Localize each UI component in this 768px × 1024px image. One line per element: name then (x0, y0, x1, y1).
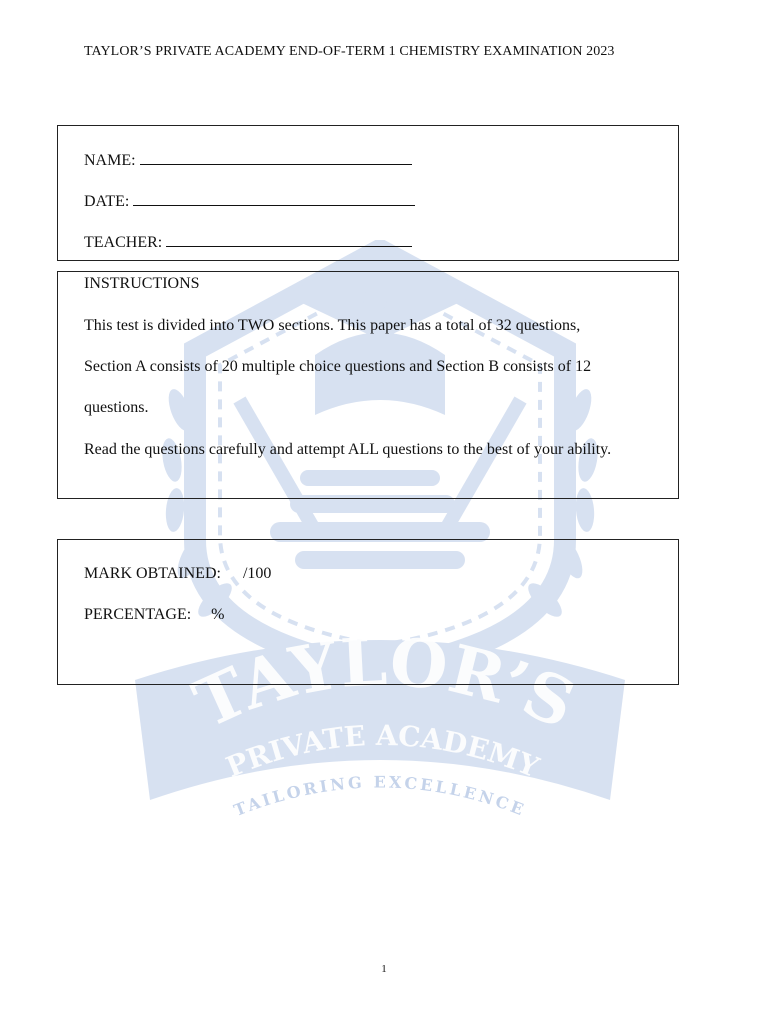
instructions-line: questions. (84, 399, 149, 416)
page-number: 1 (381, 963, 387, 975)
svg-text:PRIVATE ACADEMY: PRIVATE ACADEMY (221, 718, 544, 785)
percentage-row (84, 606, 225, 624)
mark-obtained-label: MARK OBTAINED: (84, 565, 221, 582)
teacher-label: TEACHER: (84, 234, 163, 251)
student-info-box (57, 125, 679, 261)
date-input-line[interactable] (133, 191, 415, 206)
instructions-heading: INSTRUCTIONS (84, 275, 200, 292)
name-row (84, 150, 412, 170)
exam-header-title: TAYLOR’S PRIVATE ACADEMY END-OF-TERM 1 CHEMISTRY EXAMINATION 2023 (84, 44, 615, 59)
svg-text:TAILORING EXCELLENCE: TAILORING EXCELLENCE (231, 772, 529, 821)
teacher-row (84, 232, 412, 252)
instructions-line: Read the questions carefully and attempt ALL questions to the best of your ability. (84, 441, 612, 458)
teacher-input-line[interactable] (166, 232, 412, 247)
name-input-line[interactable] (140, 150, 412, 165)
date-label: DATE: (84, 193, 130, 210)
percentage-label: PERCENTAGE: (84, 606, 192, 623)
percentage-symbol: % (211, 606, 225, 623)
mark-total: /100 (242, 565, 272, 582)
name-label: NAME: (84, 152, 136, 169)
marks-box (57, 539, 679, 685)
mark-obtained-row (84, 565, 271, 583)
instructions-line: This test is divided into TWO sections. This paper has a total of 32 questions, (84, 317, 581, 334)
instructions-box (57, 271, 679, 499)
date-row (84, 191, 415, 211)
svg-text:TAYLOR’S: TAYLOR’S (182, 622, 587, 744)
instructions-line: Section A consists of 20 multiple choice questions and Section B consists of 12 (84, 358, 592, 375)
